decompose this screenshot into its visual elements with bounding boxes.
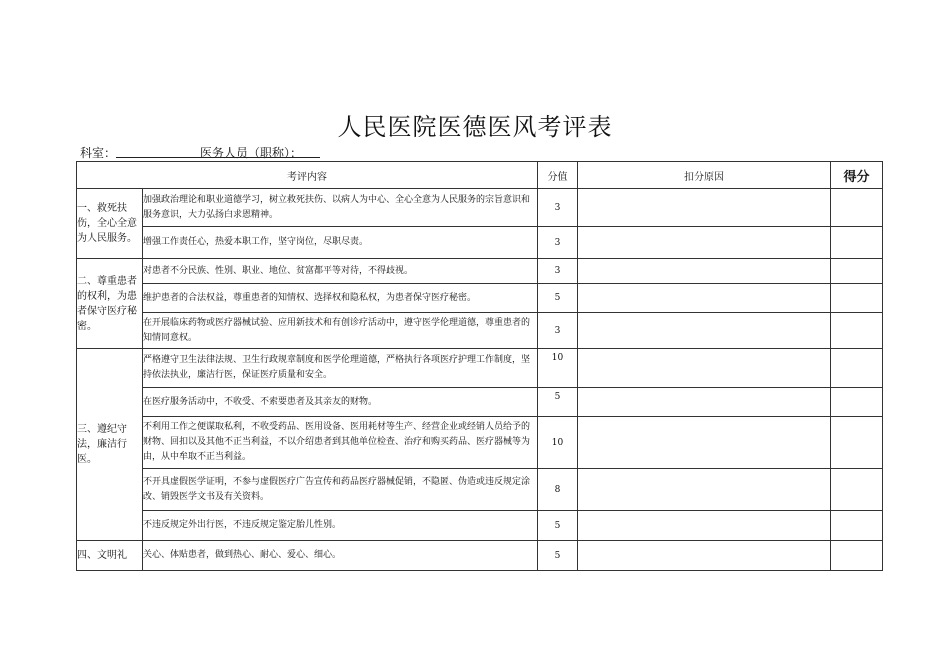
table-row [77,388,883,417]
header-score: 分值 [538,162,578,189]
final-score-cell[interactable] [831,349,883,388]
staff-title-label: 医务人员（职称）： [200,146,303,160]
table-row [77,313,883,349]
final-score-cell[interactable] [831,388,883,417]
table-row [77,227,883,259]
table-row [77,541,883,571]
category-cell: 三、遵纪守法，廉洁行医。 [77,349,143,541]
table-header-row [77,162,883,189]
item-text: 维护患者的合法权益，尊重患者的知情权、选择权和隐私权，为患者保守医疗秘密。 [143,284,538,313]
deduction-cell[interactable] [578,417,831,469]
item-text: 不违反规定外出行医，不违反规定鉴定胎儿性别。 [143,511,538,541]
header-deduction: 扣分原因 [578,162,831,189]
item-score: 3 [538,313,578,349]
category-cell: 二、尊重患者的权利，为患者保守医疗秘密。 [77,259,143,349]
table-row [77,189,883,227]
item-score: 10 [538,417,578,469]
final-score-cell[interactable] [831,189,883,227]
item-score: 5 [538,388,578,417]
final-score-cell[interactable] [831,227,883,259]
evaluation-table [76,161,883,571]
item-text: 在开展临床药物或医疗器械试验、应用新技术和有创诊疗活动中，遵守医学伦理道德，尊重患者的知情同意权。 [143,313,538,349]
deduction-cell[interactable] [578,259,831,284]
deduction-cell[interactable] [578,284,831,313]
table-row [77,259,883,284]
table-row [77,284,883,313]
deduction-cell[interactable] [578,189,831,227]
item-score: 5 [538,284,578,313]
item-text: 加强政治理论和职业道德学习，树立救死扶伤、以病人为中心、全心全意为人民服务的宗旨意识和服务意识，大力弘扬白求恩精神。 [143,189,538,227]
table-row [77,349,883,388]
item-text: 不利用工作之便谋取私利，不收受药品、医用设备、医用耗材等生产、经营企业或经销人员给予的财物、回扣以及其他不正当利益，不以介绍患者到其他单位检查、治疗和购买药品、医疗器械等为由，从中牟取不正当利益。 [143,417,538,469]
final-score-cell[interactable] [831,417,883,469]
item-text: 对患者不分民族、性别、职业、地位、贫富都平等对待，不得歧视。 [143,259,538,284]
header-final-score: 得分 [831,162,883,189]
department-label: 科室： [80,146,117,160]
final-score-cell[interactable] [831,259,883,284]
final-score-cell[interactable] [831,469,883,511]
item-text: 增强工作责任心，热爱本职工作，坚守岗位，尽职尽责。 [143,227,538,259]
deduction-cell[interactable] [578,349,831,388]
final-score-cell[interactable] [831,511,883,541]
deduction-cell[interactable] [578,388,831,417]
page-title: 人民医院医德医风考评表 [337,113,613,141]
deduction-cell[interactable] [578,469,831,511]
final-score-cell[interactable] [831,541,883,571]
item-score: 3 [538,189,578,227]
final-score-cell[interactable] [831,313,883,349]
header-content: 考评内容 [77,162,538,189]
category-cell: 四、文明礼 [77,541,143,571]
item-text: 关心、体贴患者，做到热心、耐心、爱心、细心。 [143,541,538,571]
item-text: 在医疗服务活动中，不收受、不索要患者及其亲友的财物。 [143,388,538,417]
item-score: 10 [538,349,578,388]
item-score: 3 [538,227,578,259]
deduction-cell[interactable] [578,511,831,541]
table-row [77,511,883,541]
form-meta [80,144,640,160]
item-text: 不开具虚假医学证明，不参与虚假医疗广告宣传和药品医疗器械促销，不隐匿、伪造或违反规定涂改、销毁医学文书及有关资料。 [143,469,538,511]
category-cell: 一、救死扶伤，全心全意为人民服务。 [77,189,143,259]
final-score-cell[interactable] [831,284,883,313]
deduction-cell[interactable] [578,313,831,349]
item-score: 5 [538,511,578,541]
deduction-cell[interactable] [578,227,831,259]
staff-title-field[interactable] [200,157,320,158]
item-text: 严格遵守卫生法律法规、卫生行政规章制度和医学伦理道德，严格执行各项医疗护理工作制度，坚持依法执业，廉洁行医，保证医疗质量和安全。 [143,349,538,388]
item-score: 8 [538,469,578,511]
item-score: 5 [538,541,578,571]
table-row [77,469,883,511]
deduction-cell[interactable] [578,541,831,571]
table-row [77,417,883,469]
item-score: 3 [538,259,578,284]
